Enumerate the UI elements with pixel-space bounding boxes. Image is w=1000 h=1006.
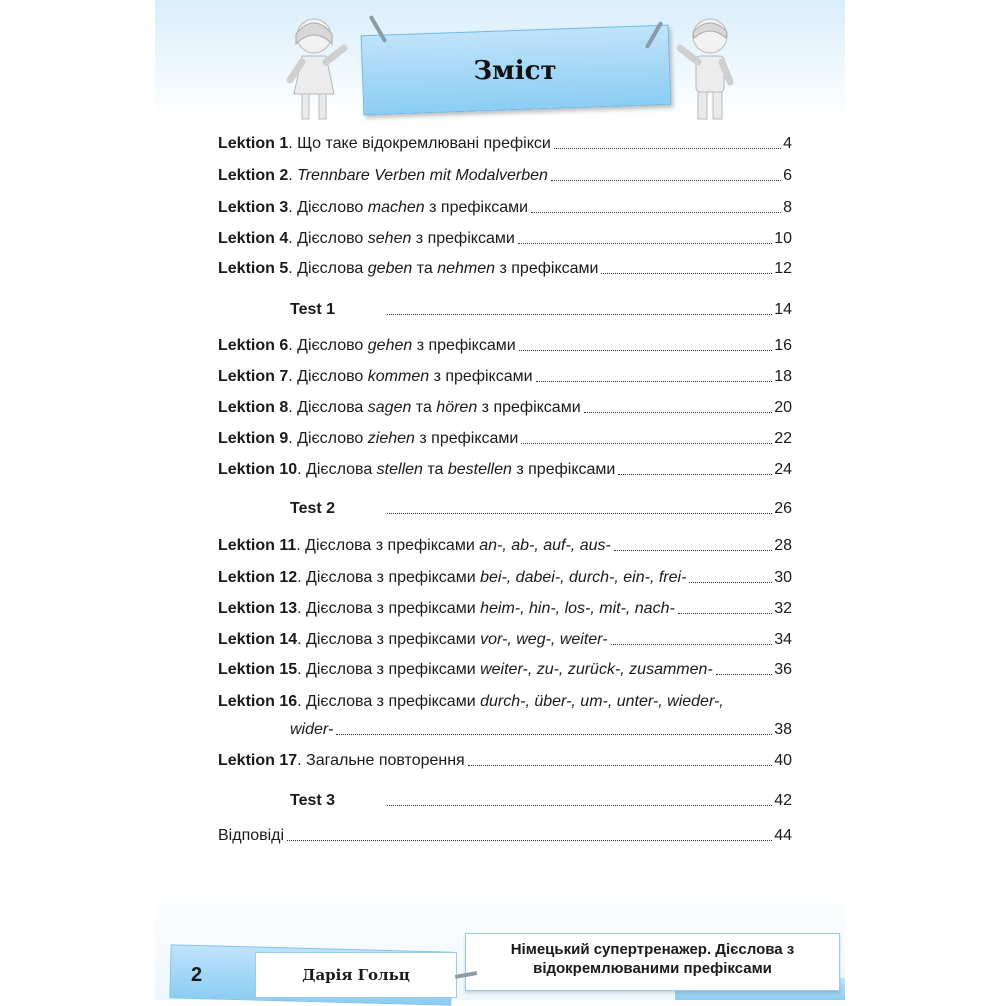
toc-entry-number: Lektion 5	[218, 260, 289, 277]
toc-leader-dots	[716, 674, 772, 675]
toc-entry	[218, 534, 792, 556]
toc-entry-title-part: . Дієслова з префіксами	[297, 693, 481, 710]
toc-entry-label	[218, 630, 608, 650]
toc-entry-title-part: . Дієслово	[288, 368, 368, 385]
page-title: Зміст	[473, 56, 557, 86]
toc-entry-page: 36	[774, 661, 792, 678]
toc-entry-title-part: ziehen	[367, 430, 415, 447]
toc-entry-title-part: . Дієслова з префіксами	[296, 537, 480, 554]
toc-entry-label	[218, 460, 615, 480]
toc-entry-title-part: weiter-, zu-, zurück-, zusammen-	[480, 661, 713, 678]
toc-entry-label	[218, 791, 335, 811]
toc-leader-dots	[387, 805, 772, 806]
toc-entry	[218, 132, 792, 154]
toc-leader-dots	[336, 734, 772, 735]
toc-entry	[218, 427, 792, 449]
toc-entry-title-part: . Дієслово	[288, 337, 368, 354]
toc-leader-dots	[387, 513, 772, 514]
toc-entry-title-part: . Дієслова	[288, 399, 368, 416]
toc-entry-title-part: та	[422, 461, 448, 478]
toc-entry-title-part: bei-, dabei-, durch-, ein-, frei-	[480, 569, 687, 586]
toc-entry-label	[218, 398, 581, 418]
title-banner	[0, 0, 1000, 130]
toc-entry-title-part: та	[411, 399, 437, 416]
toc-entry	[218, 749, 792, 771]
toc-entry	[218, 658, 792, 680]
girl-figure-icon	[282, 14, 352, 124]
toc-leader-dots	[287, 840, 772, 841]
toc-entry-number: Lektion 6	[218, 337, 289, 354]
toc-leader-dots	[554, 148, 781, 149]
toc-entry-number: Lektion 7	[218, 368, 289, 385]
toc-leader-dots	[689, 582, 772, 583]
toc-entry-continuation	[218, 718, 792, 740]
book-title-line2: відокремлюваними префіксами	[533, 960, 772, 977]
toc-leader-dots	[551, 180, 781, 181]
toc-entry-page: 28	[774, 537, 792, 554]
footer	[155, 918, 845, 1000]
toc-leader-dots	[519, 350, 773, 351]
toc-entry-title-part: з префіксами	[412, 337, 516, 354]
toc-entry-page: 4	[783, 135, 792, 152]
toc-leader-dots	[536, 381, 773, 382]
toc-entry-number: Lektion 3	[218, 199, 289, 216]
toc-entry-title-part: sagen	[367, 399, 412, 416]
boy-figure-icon	[672, 14, 742, 124]
toc-entry-title-part: durch-, über-, um-, unter-, wieder-,	[480, 693, 724, 710]
toc-entry-label	[218, 599, 675, 619]
toc-entry-number: Test 2	[290, 500, 336, 517]
toc-entry-label	[218, 536, 611, 556]
toc-entry	[218, 497, 792, 519]
toc-entry-label	[218, 660, 713, 680]
toc-entry	[218, 298, 792, 320]
toc-entry	[218, 396, 792, 418]
toc-leader-dots	[468, 765, 772, 766]
toc-entry	[218, 690, 792, 712]
toc-entry-title-part: . Дієслова з префіксами	[297, 631, 481, 648]
toc-leader-dots	[584, 412, 773, 413]
toc-entry	[218, 824, 792, 846]
toc-leader-dots	[601, 273, 772, 274]
toc-entry-title-part: . Дієслова з префіксами	[297, 600, 481, 617]
book-title-line1: Німецький супертренажер. Дієслова з	[510, 941, 795, 958]
toc-entry-title-part: stellen	[376, 461, 423, 478]
toc-entry-label	[218, 229, 515, 249]
book-title	[465, 933, 840, 991]
toc-entry	[218, 257, 792, 279]
toc-entry-page: 44	[774, 827, 792, 844]
toc-entry-title-part: wider-	[290, 721, 334, 738]
toc-entry-title-part: machen	[367, 199, 425, 216]
toc-entry-page: 22	[774, 430, 792, 447]
toc-entry-title-part: . Загальне повторення	[297, 752, 465, 769]
toc-entry-title-part: . Дієслово	[288, 199, 368, 216]
toc-entry-number: Lektion 4	[218, 230, 289, 247]
toc-entry-number: Lektion 16	[218, 693, 298, 710]
toc-leader-dots	[618, 474, 772, 475]
author-name: Дарія Гольц	[255, 952, 457, 998]
toc-entry-title-part: Відповіді	[218, 827, 285, 844]
toc-entry-label	[218, 499, 335, 519]
toc-leader-dots	[531, 212, 781, 213]
toc-entry-number: Lektion 14	[218, 631, 298, 648]
toc-entry-label	[218, 336, 516, 356]
toc-leader-dots	[678, 613, 772, 614]
toc-entry-title-part: з префіксами	[477, 399, 581, 416]
toc-entry-page: 26	[774, 500, 792, 517]
toc-entry-title-part: heim-, hin-, los-, mit-, nach-	[480, 600, 675, 617]
toc-entry-number: Lektion 11	[218, 537, 297, 554]
toc-entry-label	[218, 826, 284, 846]
toc-entry-title-part: . Дієслова з префіксами	[297, 661, 481, 678]
toc-entry	[218, 164, 792, 186]
toc-entry	[218, 566, 792, 588]
toc-entry-title-part: . Дієслова	[297, 461, 377, 478]
toc-entry-title-part: . Дієслово	[288, 430, 368, 447]
toc-entry-number: Lektion 10	[218, 461, 298, 478]
toc-entry-page: 8	[783, 199, 792, 216]
toc-entry-number: Lektion 8	[218, 399, 289, 416]
toc-entry-title-part: hören	[436, 399, 478, 416]
toc-entry	[218, 196, 792, 218]
toc-entry-page: 24	[774, 461, 792, 478]
toc-entry-title-part: geben	[367, 260, 413, 277]
toc-entry	[218, 458, 792, 480]
toc-entry-label	[218, 259, 598, 279]
toc-entry-number: Lektion 2	[218, 167, 289, 184]
toc-entry-page: 30	[774, 569, 792, 586]
toc-entry-title-part: . Дієслово	[288, 230, 368, 247]
toc-entry-page: 6	[783, 167, 792, 184]
page-number: 2	[191, 964, 203, 986]
toc-entry-label	[218, 198, 528, 218]
toc-entry-number: Test 3	[290, 792, 336, 809]
toc-entry-page: 14	[774, 301, 792, 318]
toc-entry-title-part: . Дієслова з префіксами	[297, 569, 481, 586]
toc-entry-title-part: з префіксами	[411, 230, 515, 247]
toc-entry-title-part: та	[412, 260, 438, 277]
toc-entry-number: Lektion 9	[218, 430, 289, 447]
toc-entry-title-part: Trennbare Verben mit Modalverben	[297, 167, 548, 184]
toc-entry-title-part: з префіксами	[429, 368, 533, 385]
toc-entry-page: 32	[774, 600, 792, 617]
toc-entry-title-part: gehen	[367, 337, 413, 354]
toc-entry-number: Lektion 15	[218, 661, 298, 678]
toc-entry-page: 18	[774, 368, 792, 385]
toc-entry-page: 42	[774, 792, 792, 809]
toc-entry-label	[218, 134, 551, 154]
toc-entry-title-part: з префіксами	[424, 199, 529, 216]
toc-entry	[218, 365, 792, 387]
toc-entry-label	[218, 367, 533, 387]
toc-entry-title-part: .	[288, 167, 298, 184]
toc-entry-page: 16	[774, 337, 792, 354]
toc-leader-dots	[387, 314, 772, 315]
toc-entry-title-part: . Дієслова	[288, 260, 368, 277]
toc-entry-title-part: з префіксами	[495, 260, 599, 277]
toc-entry-label	[218, 568, 686, 588]
toc-entry-title-part: з префіксами	[511, 461, 616, 478]
toc-entry	[218, 597, 792, 619]
toc-leader-dots	[518, 243, 772, 244]
toc-entry-title-part: vor-, weg-, weiter-	[480, 631, 608, 648]
toc-entry-title-part: з префіксами	[414, 430, 519, 447]
toc-entry-number: Lektion 13	[218, 600, 298, 617]
toc-entry	[218, 789, 792, 811]
toc-entry-label	[218, 300, 335, 320]
toc-entry-title-part: kommen	[367, 368, 430, 385]
toc-leader-dots	[521, 443, 772, 444]
toc-entry-page: 34	[774, 631, 792, 648]
toc-entry-page: 40	[774, 752, 792, 769]
toc-entry-title-part: . Що таке відокремлювані префікси	[288, 135, 551, 152]
toc-entry-label	[218, 166, 548, 186]
toc-leader-dots	[611, 644, 773, 645]
toc-entry-page: 38	[774, 721, 792, 738]
toc-entry	[218, 334, 792, 356]
toc-entry-number: Test 1	[290, 301, 336, 318]
toc-entry-page: 20	[774, 399, 792, 416]
toc-entry-title-part: sehen	[367, 230, 412, 247]
toc-entry-number: Lektion 17	[218, 752, 298, 769]
toc-entry-title-part: nehmen	[437, 260, 496, 277]
toc-entry-page: 12	[774, 260, 792, 277]
toc-entry-label	[218, 692, 724, 712]
toc-entry-number: Lektion 1	[218, 135, 289, 152]
toc-entry	[218, 227, 792, 249]
toc-leader-dots	[614, 550, 772, 551]
toc-entry-label	[218, 751, 465, 771]
toc-entry-title-part: an-, ab-, auf-, aus-	[479, 537, 611, 554]
toc-entry-page: 10	[774, 230, 792, 247]
toc-entry	[218, 628, 792, 650]
toc-entry-number: Lektion 12	[218, 569, 298, 586]
toc-entry-label	[218, 429, 518, 449]
toc-entry-title-part: bestellen	[447, 461, 512, 478]
